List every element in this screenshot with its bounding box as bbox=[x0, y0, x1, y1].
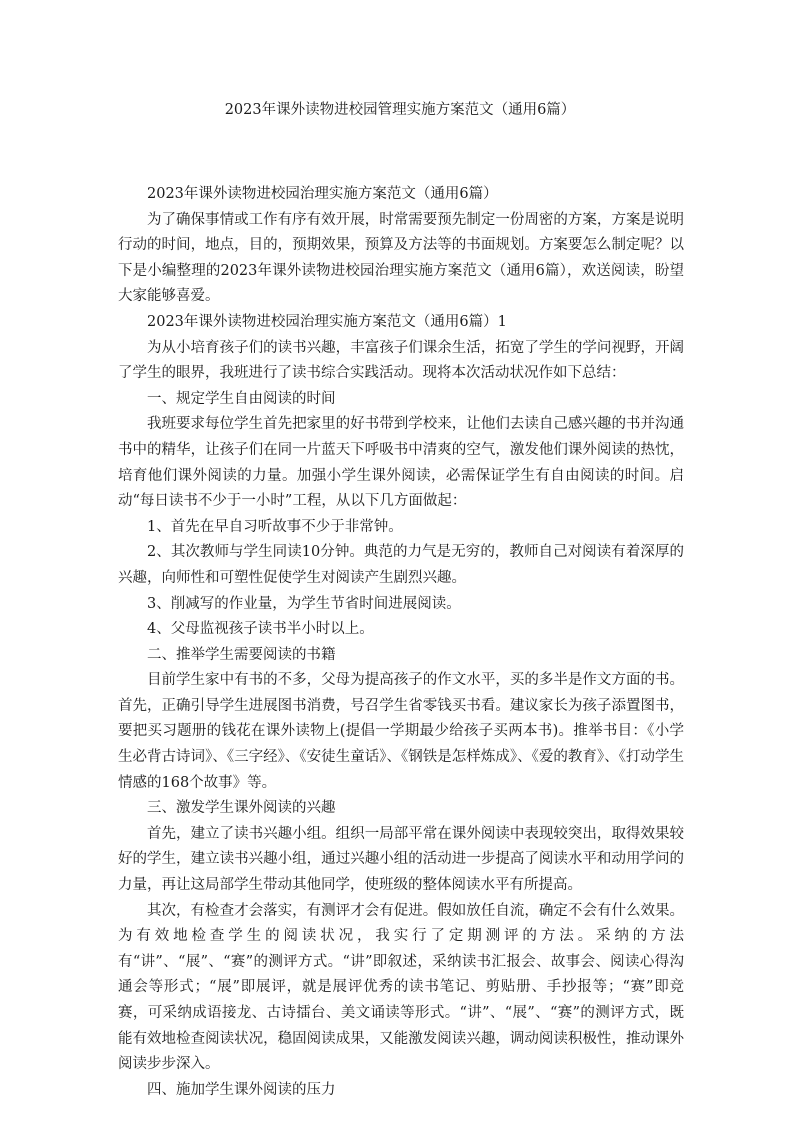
heading-2: 二、推举学生需要阅读的书籍 bbox=[147, 646, 336, 663]
paragraph: 为从小培育孩子们的读书兴趣，丰富孩子们课余生活，拓宽了学生的学问视野，开阔了学生的眼界，我班进行了读书综合实践活动。现将本次活动状况作如下总结： bbox=[118, 339, 684, 382]
heading-3: 三、激发学生课外阅读的兴趣 bbox=[147, 800, 336, 817]
list-item: 1、首先在早自习听故事不少于非常钟。 bbox=[147, 518, 403, 535]
paragraph: 其次，有检查才会落实，有测评才会有促进。假如放任自流，确定不会有什么效果。为有效地检查学生的阅读状况，我实行了定期测评的方法。采纳的方法有“讲”、“展”、“赛”的测评方式。“讲”即叙述，采纳读书汇报会、故事会、阅读心得沟通会等形式；“展”即展评，就是展评优秀的读书笔记、剪贴册、手抄报等；“赛”即竞赛，可采纳成语接龙、古诗擂台、美文诵读等形式。“讲”、“展”、“赛”的测评方式，既能有效地检查阅读状况，稳固阅读成果，又能激发阅读兴趣，调动阅读积极性，推动课外阅读步步深入。 bbox=[118, 902, 684, 1073]
list-item: 2、其次教师与学生同读10分钟。典范的力气是无穷的，教师自己对阅读有着深厚的兴趣，向师性和可塑性促使学生对阅读产生剧烈兴趣。 bbox=[118, 544, 684, 586]
paragraph: 首先，建立了读书兴趣小组。组织一局部平常在课外阅读中表现较突出，取得效果较好的学生，建立读书兴趣小组，通过兴趣小组的活动进一步提高了阅读水平和动用学问的力量，再让这局部学生带动其他同学，使班级的整体阅读水平有所提高。 bbox=[118, 825, 684, 894]
document-body bbox=[118, 182, 684, 1103]
paragraph-subtitle: 2023年课外读物进校园治理实施方案范文（通用6篇） bbox=[147, 186, 498, 202]
paragraph-intro: 为了确保事情或工作有序有效开展，时常需要预先制定一份周密的方案，方案是说明行动的时间，地点，目的，预期效果，预算及方法等的书面规划。方案要怎么制定呢？以下是小编整理的2023年课外读物进校园治理实施方案范文（通用6篇），欢送阅读，盼望大家能够喜爱。 bbox=[118, 211, 684, 305]
paragraph: 我班要求每位学生首先把家里的好书带到学校来，让他们去读自己感兴趣的书并沟通书中的精华，让孩子们在同一片蓝天下呼吸书中清爽的空气，激发他们课外阅读的热忱，培育他们课外阅读的力量。加强小学生课外阅读，必需保证学生有自由阅读的时间。启动“每日读书不少于一小时”工程，从以下几方面做起： bbox=[118, 416, 684, 510]
list-item: 3、削减写的作业量，为学生节省时间进展阅读。 bbox=[147, 595, 461, 612]
paragraph-section-title: 2023年课外读物进校园治理实施方案范文（通用6篇）1 bbox=[147, 313, 507, 330]
list-item: 4、父母监视孩子读书半小时以上。 bbox=[147, 621, 374, 638]
heading-1: 一、规定学生自由阅读的时间 bbox=[147, 390, 336, 407]
document-title: 2023年课外读物进校园管理实施方案范文（通用6篇） bbox=[224, 102, 576, 118]
paragraph: 目前学生家中有书的不多，父母为提高孩子的作文水平，买的多半是作文方面的书。首先，正确引导学生进展图书消费，号召学生省零钱买书看。建议家长为孩子添置图书，要把买习题册的钱花在课外读物上(提倡一学期最少给孩子买两本书)。推举书目：《小学生必背古诗词》、《三字经》、《安徒生童话》、《钢铁是怎样炼成》、《爱的教育》、《打动学生情感的168个故事》等。 bbox=[118, 672, 684, 791]
heading-4: 四、施加学生课外阅读的压力 bbox=[147, 1081, 336, 1098]
